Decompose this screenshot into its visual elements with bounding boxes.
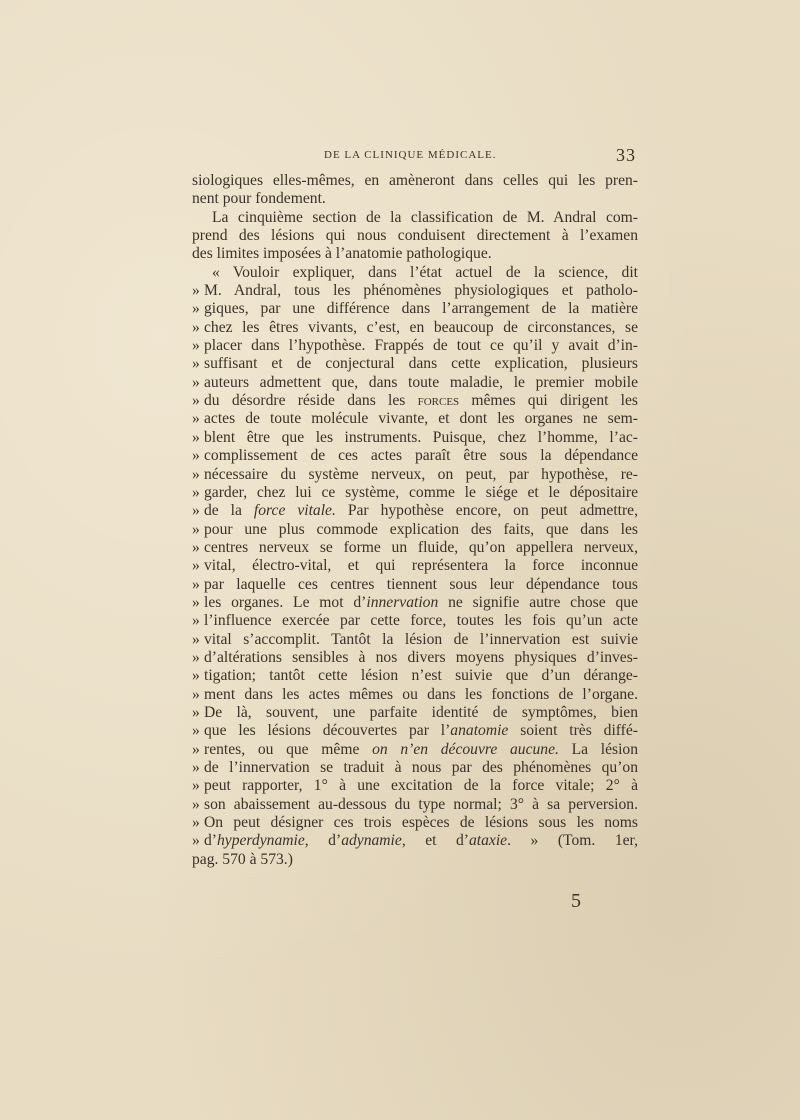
text-line: [192, 521, 638, 539]
text-line: [192, 447, 638, 465]
quote-mark: »: [192, 520, 200, 538]
text-span: d’altérations sensibles à nos divers moyens physiques d’inves-: [204, 648, 638, 666]
text-line: [192, 649, 638, 667]
quote-mark: »: [192, 832, 200, 850]
text-span: centres nerveux se forme un fluide, qu’on appellera nerveux,: [204, 538, 638, 556]
text-line: [192, 851, 638, 869]
text-span: pag. 570 à 573.): [192, 850, 293, 868]
text-line: [192, 466, 638, 484]
text-line: [192, 300, 638, 318]
text-span: On peut désigner ces trois espèces de lésions sous les noms: [204, 814, 638, 832]
text-line: [192, 539, 638, 557]
text-line: [192, 722, 638, 740]
text-span: M. Andral, tous les phénomènes physiologiques et patholo-: [204, 282, 638, 300]
text-span: , d’: [304, 832, 342, 850]
text-span: de l’innervation se traduit à nous par des phénomènes qu’on: [204, 759, 638, 776]
text-line: [192, 612, 638, 630]
quote-mark: »: [192, 722, 200, 740]
quote-mark: »: [192, 428, 200, 446]
text-span: complissement de ces actes paraît être sous la dépendance: [204, 447, 638, 465]
text-line: [192, 796, 638, 814]
quote-mark: »: [192, 355, 200, 373]
quote-mark: »: [192, 667, 200, 685]
quote-mark: »: [192, 648, 200, 666]
text-line: [192, 374, 638, 392]
text-span: des limites imposées à l’anatomie pathologique.: [192, 245, 492, 263]
text-line: [192, 429, 638, 447]
text-line: [192, 190, 638, 208]
text-span: ne signifie autre chose que: [438, 593, 638, 611]
text-span: placer dans l’hypothèse. Frappés de tout ce qu’il y avait d’in-: [204, 337, 638, 355]
quote-mark: »: [192, 392, 200, 410]
quote-mark: »: [192, 759, 200, 776]
text-line: [192, 484, 638, 502]
italic-text: on n’en découvre aucune.: [372, 740, 559, 758]
text-line: [192, 319, 638, 337]
text-span: que les lésions découvertes par l’: [204, 722, 451, 740]
text-line: [192, 209, 638, 227]
text-span: . » (Tom. 1er,: [507, 832, 638, 850]
text-span: mêmes qui dirigent les: [459, 392, 638, 410]
text-span: prend des lésions qui nous conduisent directement à l’examen: [192, 227, 638, 245]
italic-text: innervation: [366, 593, 439, 611]
text-line: [192, 777, 638, 795]
text-span: par laquelle ces centres tiennent sous leur dépendance tous: [204, 575, 638, 593]
body-text: [192, 172, 638, 869]
text-span: du désordre réside dans les: [204, 392, 418, 410]
signature-mark: 5: [571, 890, 581, 912]
page-number: 33: [616, 145, 636, 165]
quote-mark: »: [192, 300, 200, 318]
text-line: [192, 245, 638, 263]
text-span: les organes. Le mot d’: [204, 593, 367, 611]
text-line: [192, 282, 638, 300]
text-span: « Vouloir expliquer, dans l’état actuel de la science, dit: [212, 263, 638, 281]
text-line: [192, 594, 638, 612]
text-span: vital, électro-vital, et qui représentera la force inconnue: [204, 557, 638, 575]
text-span: l’influence exercée par cette force, toutes les fois qu’un acte: [204, 612, 638, 630]
running-title: DE LA CLINIQUE MÉDICALE.: [324, 149, 497, 161]
text-line: [192, 227, 638, 245]
text-span: son abaissement au-dessous du type normal; 3° à sa perversion.: [204, 795, 638, 813]
text-line: [192, 832, 638, 850]
text-span: De là, souvent, une parfaite identité de symptômes, bien: [204, 703, 638, 721]
text-line: [192, 172, 638, 190]
quote-mark: »: [192, 465, 200, 483]
italic-text: hyperdynamie: [217, 832, 305, 850]
text-span: La lésion: [558, 740, 638, 758]
text-span: actes de toute molécule vivante, et dont les organes ne sem-: [204, 410, 638, 428]
text-span: , et d’: [401, 832, 469, 850]
text-span: nécessaire du système nerveux, on peut, par hypothèse, re-: [204, 465, 638, 483]
text-span: forces: [417, 392, 460, 410]
text-line: [192, 667, 638, 685]
text-span: Par hypothèse encore, on peut admettre,: [335, 502, 638, 520]
quote-mark: »: [192, 483, 200, 501]
italic-text: ataxie: [469, 832, 508, 850]
quote-mark: »: [192, 630, 200, 648]
quote-mark: »: [192, 685, 200, 703]
text-span: siologiques elles-mêmes, en amèneront dans celles qui les pren-: [192, 172, 638, 189]
text-line: [192, 337, 638, 355]
text-line: [192, 704, 638, 722]
quote-mark: »: [192, 612, 200, 630]
text-line: [192, 264, 638, 282]
text-span: de la: [204, 502, 254, 520]
quote-mark: »: [192, 703, 200, 721]
text-line: [192, 410, 638, 428]
text-span: pour une plus commode explication des faits, que dans les: [204, 520, 638, 538]
text-span: chez les êtres vivants, c’est, en beaucoup de circonstances, se: [204, 318, 638, 336]
text-span: tigation; tantôt cette lésion n’est suivie que d’un dérange-: [204, 667, 638, 685]
text-span: nent pour fondement.: [192, 190, 326, 208]
quote-mark: »: [192, 538, 200, 556]
quote-mark: »: [192, 502, 200, 520]
quote-mark: »: [192, 795, 200, 813]
italic-text: adynamie: [341, 832, 402, 850]
text-span: ment dans les actes mêmes ou dans les fonctions de l’organe.: [204, 685, 638, 703]
text-line: [192, 502, 638, 520]
text-line: [192, 686, 638, 704]
text-line: [192, 759, 638, 777]
text-line: [192, 576, 638, 594]
text-span: giques, par une différence dans l’arrangement de la matière: [204, 300, 638, 318]
text-span: d’: [204, 832, 217, 850]
quote-mark: »: [192, 593, 200, 611]
text-line: [192, 355, 638, 373]
text-span: soient très diffé-: [508, 722, 638, 740]
quote-mark: »: [192, 777, 200, 795]
text-span: peut rapporter, 1° à une excitation de la force vitale; 2° à: [204, 777, 638, 795]
italic-text: force vitale.: [253, 502, 336, 520]
quote-mark: »: [192, 318, 200, 336]
text-line: [192, 557, 638, 575]
quote-mark: »: [192, 447, 200, 465]
quote-mark: »: [192, 337, 200, 355]
text-span: rentes, ou que même: [204, 740, 373, 758]
text-line: [192, 814, 638, 832]
page-header: [194, 145, 636, 167]
text-line: [192, 631, 638, 649]
quote-mark: »: [192, 814, 200, 832]
text-span: La cinquième section de la classification de M. Andral com-: [212, 208, 638, 226]
quote-mark: »: [192, 410, 200, 428]
text-span: vital s’accomplit. Tantôt la lésion de l’innervation est suivie: [204, 630, 638, 648]
text-line: [192, 392, 638, 410]
quote-mark: »: [192, 575, 200, 593]
italic-text: anatomie: [450, 722, 509, 740]
text-line: [192, 741, 638, 759]
text-span: auteurs admettent que, dans toute maladie, le premier mobile: [204, 373, 638, 391]
quote-mark: »: [192, 282, 200, 300]
text-span: garder, chez lui ce système, comme le siége et le dépositaire: [204, 483, 638, 501]
text-span: suffisant et de conjectural dans cette explication, plusieurs: [204, 355, 638, 373]
quote-mark: »: [192, 740, 200, 758]
quote-mark: »: [192, 557, 200, 575]
quote-mark: »: [192, 373, 200, 391]
text-span: blent être que les instruments. Puisque, chez l’homme, l’ac-: [204, 428, 638, 446]
